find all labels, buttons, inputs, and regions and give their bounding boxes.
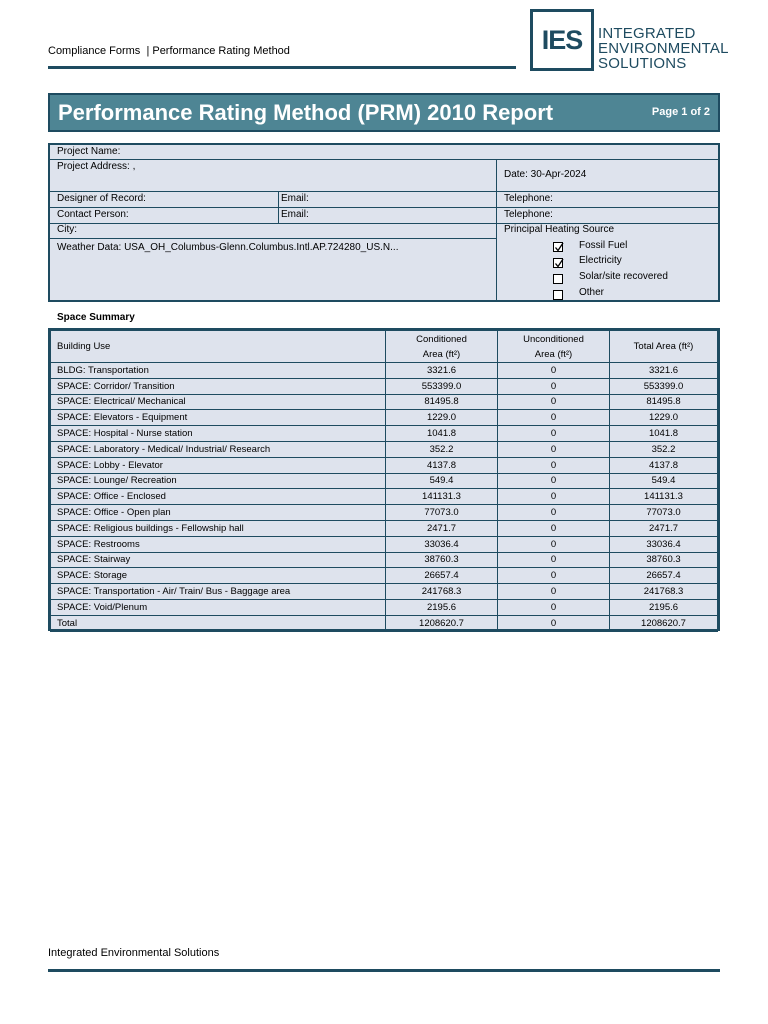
col-total-area: Total Area (ft²) bbox=[610, 331, 718, 363]
row-unconditioned: 0 bbox=[498, 441, 610, 457]
report-date: Date: 30-Apr-2024 bbox=[504, 169, 587, 180]
table-header-row bbox=[51, 331, 718, 363]
row-total: 2471.7 bbox=[610, 520, 718, 536]
row-use: SPACE: Transportation - Air/ Train/ Bus - Baggage area bbox=[51, 584, 386, 600]
row-total: 1208620.7 bbox=[610, 615, 718, 631]
checkmark-icon bbox=[554, 258, 564, 269]
row-unconditioned: 0 bbox=[498, 568, 610, 584]
row-conditioned: 33036.4 bbox=[386, 536, 498, 552]
col-unconditioned-line1: Unconditioned bbox=[523, 333, 584, 345]
row-conditioned: 2471.7 bbox=[386, 520, 498, 536]
row-total: 549.4 bbox=[610, 473, 718, 489]
row-use: SPACE: Electrical/ Mechanical bbox=[51, 394, 386, 410]
designer-telephone-label: Telephone: bbox=[504, 193, 553, 204]
row-total: 26657.4 bbox=[610, 568, 718, 584]
row-total: 33036.4 bbox=[610, 536, 718, 552]
solar-site-checkbox[interactable] bbox=[553, 274, 563, 284]
row-unconditioned: 0 bbox=[498, 536, 610, 552]
page-indicator: Page 1 of 2 bbox=[651, 106, 710, 118]
table-row bbox=[51, 584, 718, 600]
row-conditioned: 352.2 bbox=[386, 441, 498, 457]
row-conditioned: 2195.6 bbox=[386, 599, 498, 615]
table-row bbox=[51, 552, 718, 568]
table-row bbox=[51, 489, 718, 505]
other-label: Other bbox=[579, 287, 605, 298]
row-conditioned: 549.4 bbox=[386, 473, 498, 489]
page-title: Performance Rating Method (PRM) 2010 Report bbox=[58, 100, 554, 125]
row-total: 38760.3 bbox=[610, 552, 718, 568]
weather-data: Weather Data: USA_OH_Columbus-Glenn.Columbus.Intl.AP.724280_US.N... bbox=[57, 242, 399, 253]
project-info-panel bbox=[48, 143, 720, 302]
row-use: Total bbox=[51, 615, 386, 631]
row-total: 352.2 bbox=[610, 441, 718, 457]
row-total: 81495.8 bbox=[610, 394, 718, 410]
table-total-row bbox=[51, 615, 718, 631]
row-use: SPACE: Void/Plenum bbox=[51, 599, 386, 615]
table-row bbox=[51, 536, 718, 552]
table-row bbox=[51, 599, 718, 615]
row-use: SPACE: Laboratory - Medical/ Industrial/ Research bbox=[51, 441, 386, 457]
footer-company-name: Integrated Environmental Solutions bbox=[48, 947, 220, 959]
col-unconditioned-line2: Area (ft²) bbox=[534, 348, 573, 360]
table-row bbox=[51, 473, 718, 489]
space-summary-title: Space Summary bbox=[57, 312, 135, 323]
checkmark-icon bbox=[554, 242, 564, 253]
row-use: SPACE: Stairway bbox=[51, 552, 386, 568]
row-conditioned: 241768.3 bbox=[386, 584, 498, 600]
row-conditioned: 141131.3 bbox=[386, 489, 498, 505]
electricity-checkbox[interactable] bbox=[553, 258, 563, 268]
row-use: SPACE: Lobby - Elevator bbox=[51, 457, 386, 473]
row-total: 3321.6 bbox=[610, 363, 718, 379]
row-total: 241768.3 bbox=[610, 584, 718, 600]
fossil-fuel-label: Fossil Fuel bbox=[579, 240, 628, 251]
row-unconditioned: 0 bbox=[498, 426, 610, 442]
heating-source-title: Principal Heating Source bbox=[504, 224, 615, 235]
project-address-label: Project Address: , bbox=[57, 161, 136, 172]
footer-divider bbox=[48, 969, 720, 972]
ies-logo-mark bbox=[530, 9, 594, 71]
city-label: City: bbox=[57, 224, 77, 235]
logo-letters: IES bbox=[541, 24, 583, 55]
breadcrumb-compliance-forms[interactable]: Compliance Forms bbox=[48, 45, 141, 57]
row-conditioned: 553399.0 bbox=[386, 378, 498, 394]
row-unconditioned: 0 bbox=[498, 584, 610, 600]
contact-telephone-label: Telephone: bbox=[504, 209, 553, 220]
row-unconditioned: 0 bbox=[498, 410, 610, 426]
row-unconditioned: 0 bbox=[498, 394, 610, 410]
space-summary-table bbox=[48, 328, 720, 631]
row-use: SPACE: Lounge/ Recreation bbox=[51, 473, 386, 489]
logo-name bbox=[598, 26, 729, 71]
designer-label: Designer of Record: bbox=[57, 193, 146, 204]
row-conditioned: 4137.8 bbox=[386, 457, 498, 473]
row-total: 2195.6 bbox=[610, 599, 718, 615]
row-total: 553399.0 bbox=[610, 378, 718, 394]
logo-line-2: ENVIRONMENTAL bbox=[598, 40, 729, 57]
row-total: 1041.8 bbox=[610, 426, 718, 442]
table-row bbox=[51, 520, 718, 536]
solar-site-label: Solar/site recovered bbox=[579, 271, 668, 282]
logo-line-1: INTEGRATED bbox=[598, 25, 696, 42]
row-unconditioned: 0 bbox=[498, 489, 610, 505]
row-unconditioned: 0 bbox=[498, 505, 610, 521]
table-row bbox=[51, 410, 718, 426]
table-row bbox=[51, 568, 718, 584]
row-unconditioned: 0 bbox=[498, 599, 610, 615]
col-conditioned-line1: Conditioned bbox=[416, 333, 467, 345]
header-divider bbox=[48, 66, 516, 69]
row-use: SPACE: Corridor/ Transition bbox=[51, 378, 386, 394]
row-conditioned: 77073.0 bbox=[386, 505, 498, 521]
col-building-use: Building Use bbox=[51, 331, 386, 363]
row-unconditioned: 0 bbox=[498, 520, 610, 536]
row-total: 1229.0 bbox=[610, 410, 718, 426]
col-unconditioned-area bbox=[498, 331, 610, 363]
row-use: SPACE: Restrooms bbox=[51, 536, 386, 552]
table-row bbox=[51, 378, 718, 394]
row-use: SPACE: Office - Open plan bbox=[51, 505, 386, 521]
breadcrumb-performance-rating[interactable]: | Performance Rating Method bbox=[146, 45, 290, 57]
row-unconditioned: 0 bbox=[498, 457, 610, 473]
table-row bbox=[51, 457, 718, 473]
table-row bbox=[51, 426, 718, 442]
row-use: SPACE: Hospital - Nurse station bbox=[51, 426, 386, 442]
project-name-label: Project Name: bbox=[57, 146, 121, 157]
row-conditioned: 26657.4 bbox=[386, 568, 498, 584]
row-use: SPACE: Religious buildings - Fellowship hall bbox=[51, 520, 386, 536]
row-conditioned: 38760.3 bbox=[386, 552, 498, 568]
logo-line-3: SOLUTIONS bbox=[598, 55, 687, 72]
row-conditioned: 1041.8 bbox=[386, 426, 498, 442]
row-unconditioned: 0 bbox=[498, 552, 610, 568]
table-row bbox=[51, 441, 718, 457]
col-conditioned-area bbox=[386, 331, 498, 363]
fossil-fuel-checkbox[interactable] bbox=[553, 242, 563, 252]
row-use: SPACE: Office - Enclosed bbox=[51, 489, 386, 505]
report-title-banner bbox=[48, 93, 720, 132]
designer-email-label: Email: bbox=[281, 193, 309, 204]
row-unconditioned: 0 bbox=[498, 378, 610, 394]
contact-email-label: Email: bbox=[281, 209, 309, 220]
table-row bbox=[51, 505, 718, 521]
row-unconditioned: 0 bbox=[498, 615, 610, 631]
contact-person-label: Contact Person: bbox=[57, 209, 129, 220]
row-unconditioned: 0 bbox=[498, 363, 610, 379]
breadcrumb bbox=[48, 45, 290, 57]
row-total: 4137.8 bbox=[610, 457, 718, 473]
other-checkbox[interactable] bbox=[553, 290, 563, 300]
row-unconditioned: 0 bbox=[498, 473, 610, 489]
row-total: 141131.3 bbox=[610, 489, 718, 505]
row-use: BLDG: Transportation bbox=[51, 363, 386, 379]
row-use: SPACE: Storage bbox=[51, 568, 386, 584]
table-row bbox=[51, 363, 718, 379]
table-row bbox=[51, 394, 718, 410]
electricity-label: Electricity bbox=[579, 255, 622, 266]
row-use: SPACE: Elevators - Equipment bbox=[51, 410, 386, 426]
row-conditioned: 1229.0 bbox=[386, 410, 498, 426]
row-conditioned: 1208620.7 bbox=[386, 615, 498, 631]
row-total: 77073.0 bbox=[610, 505, 718, 521]
row-conditioned: 3321.6 bbox=[386, 363, 498, 379]
row-conditioned: 81495.8 bbox=[386, 394, 498, 410]
col-conditioned-line2: Area (ft²) bbox=[422, 348, 461, 360]
